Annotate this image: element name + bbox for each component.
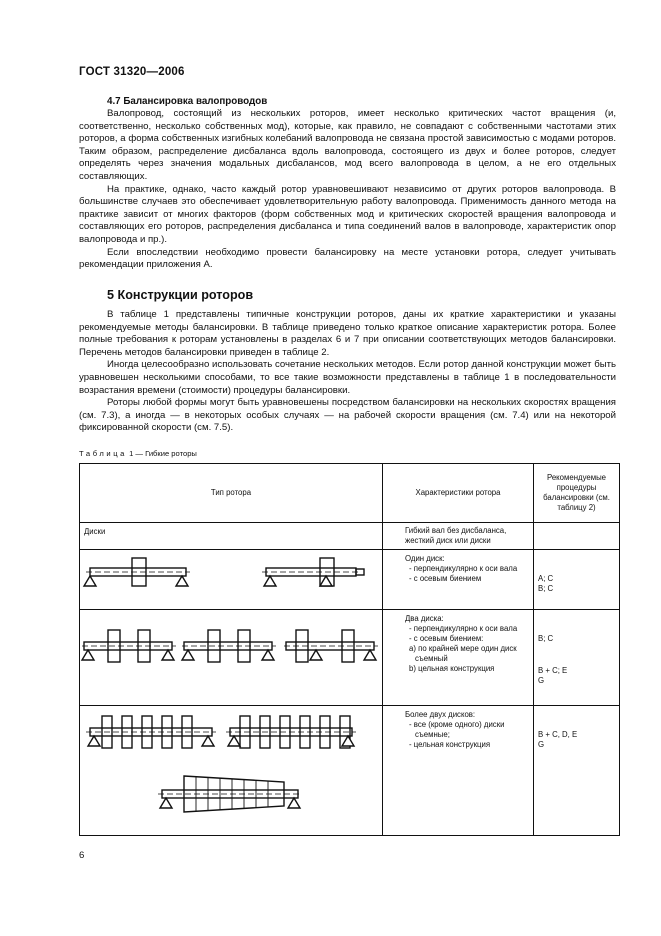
header-procedures: Рекомендуемые процедуры балансировки (см. таблицу 2) bbox=[534, 464, 620, 523]
table-row bbox=[80, 550, 620, 610]
paragraph: Роторы любой формы могут быть уравновешены посредством балансировки на нескольких скоростях вращения (см. 7.3), а иногда — в некоторых особых случаях — на рабочей скорости вращения (см. 7.4) или на некоторой фиксированной скорости (см. 7.5). bbox=[79, 397, 616, 434]
section-5-body bbox=[79, 309, 616, 435]
one-disk-item: - с осевым биением bbox=[409, 574, 482, 583]
many-disk-title: Более двух дисков: bbox=[405, 710, 476, 719]
two-disk-item: b) цельная конструкция bbox=[409, 664, 495, 673]
procedure-code: B; C bbox=[538, 584, 554, 593]
paragraph: В таблице 1 представлены типичные конструкции роторов, даны их краткие характеристики и указаны рекомендуемые методы балансировки. В таблице приведено только краткое описание характеристик ротора. Более полные требования к роторам установлены в разделах 6 и 7 при описании соответствующих методов балансировки. Перечень методов балансировки приведен в таблице 2. bbox=[79, 309, 616, 358]
one-disk-item: - перпендикулярно к оси вала bbox=[409, 564, 518, 573]
document-header: ГОСТ 31320—2006 bbox=[79, 66, 185, 78]
table-row bbox=[80, 610, 620, 706]
two-disk-item: - перпендикулярно к оси вала bbox=[409, 624, 518, 633]
table-row bbox=[80, 523, 620, 550]
many-disk-characteristics bbox=[383, 706, 534, 836]
table-caption-word: Таблица bbox=[79, 449, 127, 458]
disks-characteristics: Гибкий вал без дисбаланса, жесткий диск или диски bbox=[383, 523, 534, 550]
rotor-table bbox=[79, 463, 620, 836]
many-disk-item: - все (кроме одного) диски съемные; bbox=[409, 720, 505, 739]
one-disk-drawings bbox=[80, 550, 383, 610]
procedure-code: G bbox=[538, 676, 545, 685]
two-disk-characteristics bbox=[383, 610, 534, 706]
empty-cell bbox=[534, 523, 620, 550]
one-disk-title: Один диск: bbox=[405, 554, 445, 563]
two-disk-procedures bbox=[534, 610, 620, 706]
procedure-code: B + C, D, E bbox=[538, 730, 578, 739]
procedure-code: A; C bbox=[538, 574, 554, 583]
one-disk-rotor-diagram bbox=[80, 550, 382, 608]
table-row bbox=[80, 706, 620, 836]
two-disk-item: - с осевым биением: bbox=[409, 634, 484, 643]
section-4-7-body bbox=[79, 108, 616, 272]
disks-label: Диски bbox=[80, 523, 383, 550]
header-rotor-type: Тип ротора bbox=[80, 464, 383, 523]
many-disk-procedures bbox=[534, 706, 620, 836]
many-disk-rotor-diagram bbox=[80, 706, 382, 834]
paragraph: Если впоследствии необходимо провести балансировку на месте установки ротора, следует учитывать рекомендации приложения А. bbox=[79, 246, 616, 271]
section-5-heading: 5 Конструкции роторов bbox=[107, 288, 254, 302]
section-4-7-heading: 4.7 Балансировка валопроводов bbox=[107, 96, 268, 107]
page-number: 6 bbox=[79, 850, 85, 861]
procedure-code: B + C; E bbox=[538, 666, 568, 675]
many-disk-item: - цельная конструкция bbox=[409, 740, 491, 749]
table-header-row bbox=[80, 464, 620, 523]
one-disk-procedures bbox=[534, 550, 620, 610]
two-disk-rotor-diagram bbox=[80, 610, 382, 704]
table-caption-rest: 1 — Гибкие роторы bbox=[126, 449, 197, 458]
two-disk-drawings bbox=[80, 610, 383, 706]
procedure-code: G bbox=[538, 740, 545, 749]
paragraph: На практике, однако, часто каждый ротор уравновешивают независимо от других роторов валопровода. В большинстве случаев это обеспечивает удовлетворительную работу валопровода. Применимость данного метода на практике зависит от многих факторов (форм собственных мод и критических скоростей вращения валопровода и составляющих его роторов, распределения дисбаланса и типа соединений валов в валопроводе, характеристик опор валопровода и пр.). bbox=[79, 183, 616, 245]
one-disk-characteristics bbox=[383, 550, 534, 610]
procedure-code: B; C bbox=[538, 634, 554, 643]
paragraph: Валопровод, состоящий из нескольких роторов, имеет несколько критических частот вращения (и, соответственно, несколько собственных мод), которые, как правило, не совпадают с собственными частотами этих роторов, а форма собственных изгибных колебаний валопровода не связана простой зависимостью с модами роторов. Таким образом, распределение дисбаланса вдоль валопровода, состоящего из двух и более роторов, следует определять через значения модальных дисбалансов, мод всего валопровода в целом, а не его отдельных составляющих. bbox=[79, 108, 616, 182]
two-disk-item: а) по крайней мере один диск съемный bbox=[409, 644, 517, 663]
two-disk-title: Два диска: bbox=[405, 614, 444, 623]
many-disk-drawings bbox=[80, 706, 383, 836]
table-caption bbox=[79, 449, 197, 458]
paragraph: Иногда целесообразно использовать сочетание нескольких методов. Если ротор данной конструкции может быть уравновешен несколькими способами, то все такие возможности представлены в таблице 1 в последовательности возрастания времени (стоимости) процедуры балансировки. bbox=[79, 359, 616, 396]
header-characteristics: Характеристики ротора bbox=[383, 464, 534, 523]
